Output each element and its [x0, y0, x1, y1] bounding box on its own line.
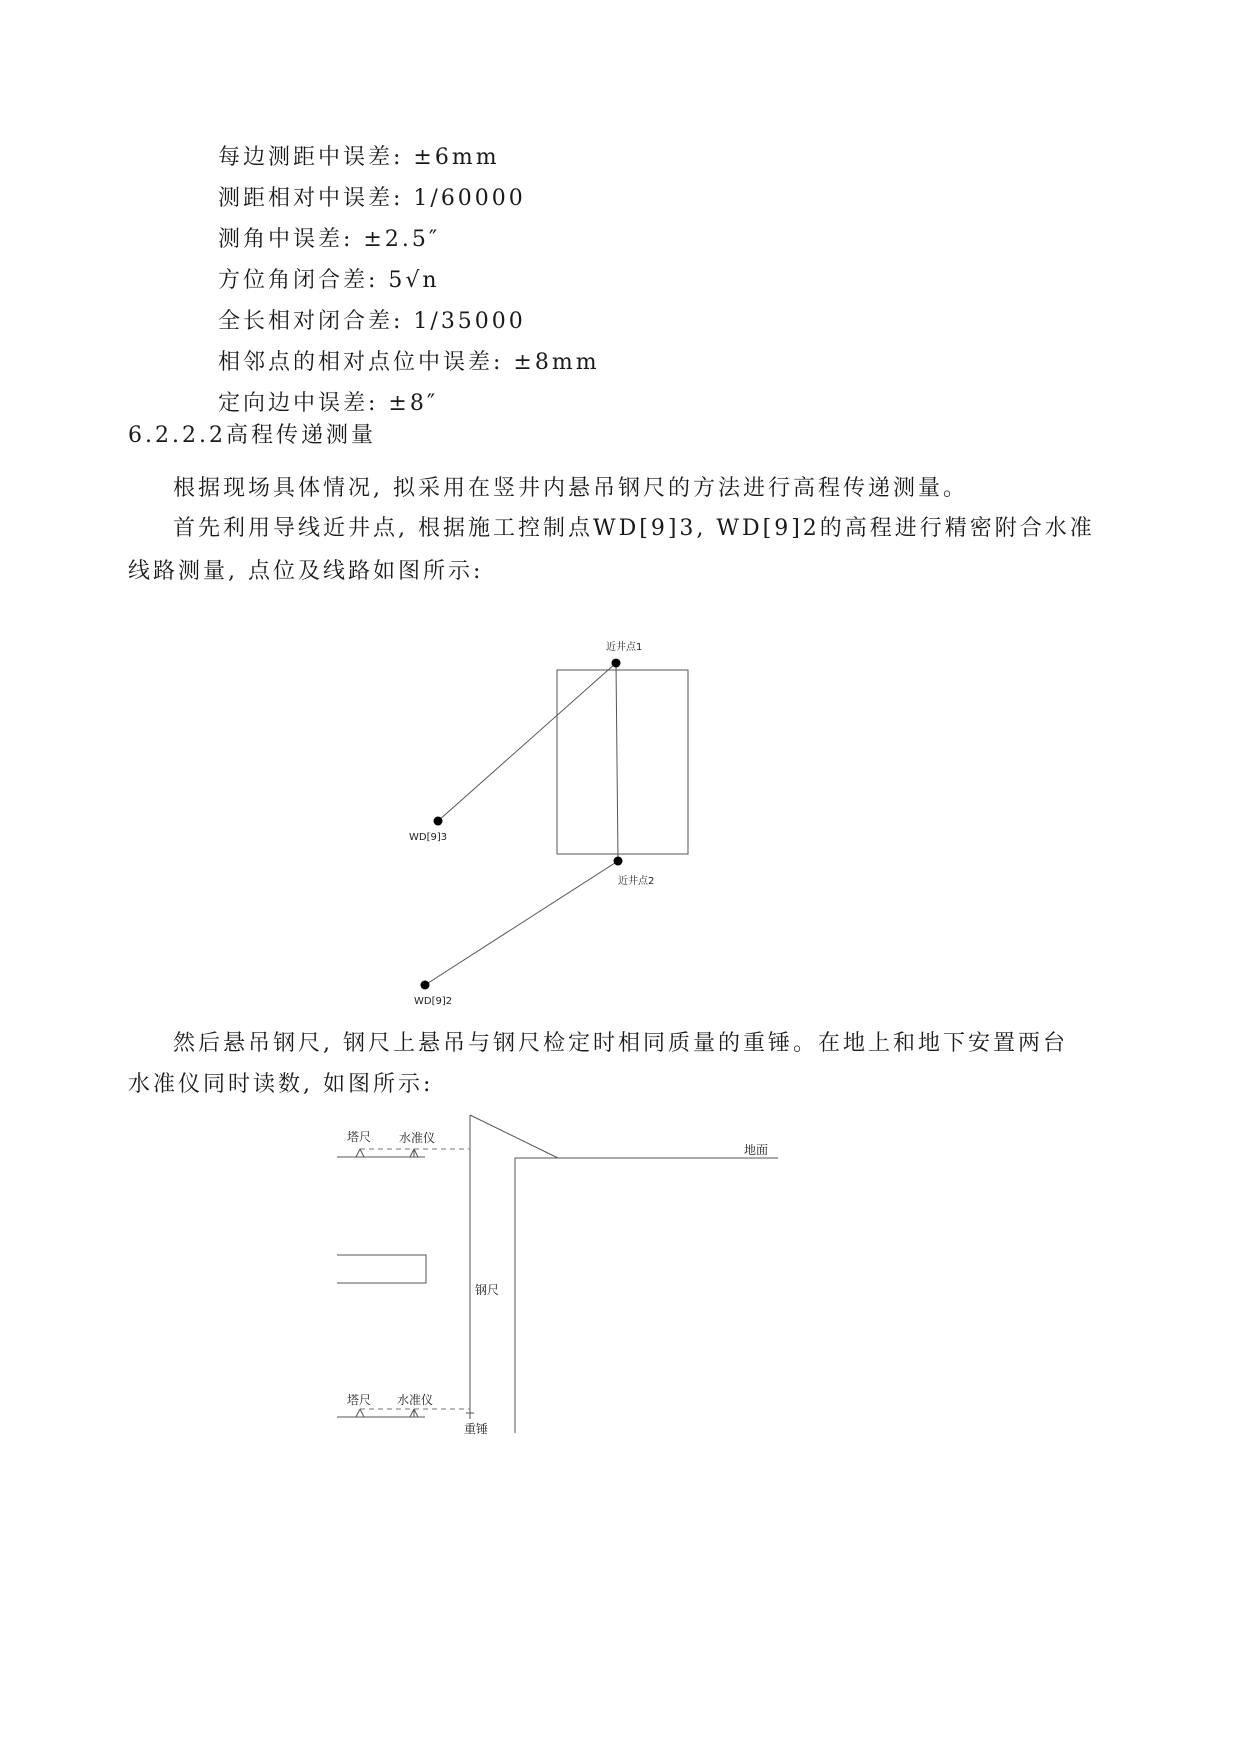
section-heading: 6.2.2.2高程传递测量 [128, 423, 376, 448]
spec-line-4: 方位角闭合差: 5√n [218, 268, 440, 293]
paragraph-3-line-2: 水准仪同时读数, 如图所示: [128, 1072, 434, 1097]
label-steel-tape: 钢尺 [475, 1283, 500, 1297]
tape-support [470, 1115, 558, 1158]
spec-line-6: 相邻点的相对点位中误差: ±8mm [218, 350, 600, 375]
spec-line-5: 全长相对闭合差: 1/35000 [218, 309, 526, 334]
spec-line-7: 定向边中误差: ±8″ [218, 391, 439, 416]
intermediate-slab [337, 1255, 426, 1283]
label-staff-bottom: 塔尺 [347, 1393, 372, 1407]
route-segment-near1-wd3 [438, 663, 616, 821]
upper-staff-icon [356, 1149, 364, 1157]
label-near1: 近井点1 [606, 642, 643, 653]
lower-staff-icon [356, 1409, 364, 1417]
label-level-bottom: 水准仪 [397, 1393, 434, 1407]
label-near2: 近井点2 [618, 876, 655, 887]
paragraph-1: 根据现场具体情况, 拟采用在竖井内悬吊钢尺的方法进行高程传递测量。 [173, 476, 968, 501]
leveling-route-figure [0, 630, 1241, 1010]
label-level-top: 水准仪 [399, 1131, 436, 1145]
spec-line-2: 测距相对中误差: 1/60000 [218, 186, 526, 211]
label-weight: 重锤 [464, 1422, 489, 1436]
label-ground: 地面 [744, 1143, 769, 1157]
point-wd3 [434, 817, 443, 826]
lower-level-icon [410, 1409, 418, 1417]
paragraph-3-line-1: 然后悬吊钢尺, 钢尺上悬吊与钢尺检定时相同质量的重锤。在地上和地下安置两台 [173, 1031, 1068, 1056]
point-wd2 [421, 981, 430, 990]
label-wd2: WD[9]2 [414, 996, 453, 1007]
spec-line-1: 每边测距中误差: ±6mm [218, 145, 500, 170]
route-segment-near1-near2 [616, 663, 618, 861]
paragraph-2-line-2: 线路测量, 点位及线路如图所示: [128, 559, 484, 584]
upper-level-icon [410, 1149, 418, 1157]
label-wd3: WD[9]3 [409, 832, 448, 843]
spec-line-3: 测角中误差: ±2.5″ [218, 227, 441, 252]
route-segment-near2-wd2 [425, 861, 618, 985]
point-near1 [612, 659, 621, 668]
point-near2 [614, 857, 623, 866]
paragraph-2-line-1: 首先利用导线近井点, 根据施工控制点WD[9]3, WD[9]2的高程进行精密附合水准 [173, 516, 1095, 541]
elevation-transfer-figure [0, 1105, 1241, 1445]
label-staff-top: 塔尺 [347, 1130, 372, 1144]
shaft-wall [515, 1158, 558, 1433]
